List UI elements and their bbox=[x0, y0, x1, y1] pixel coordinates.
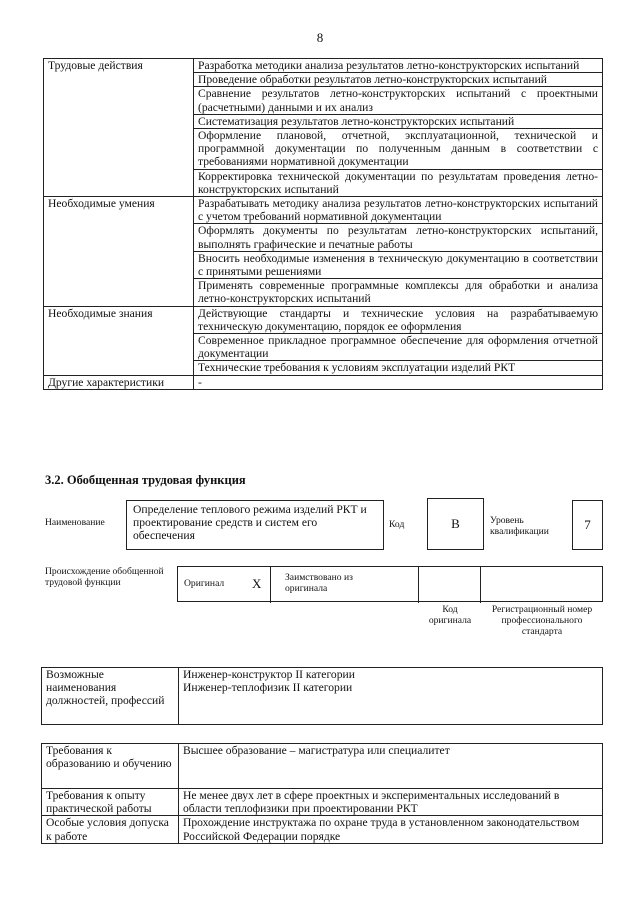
requirements-table bbox=[41, 743, 603, 844]
table-row bbox=[42, 789, 603, 816]
table-cell: Проведение обработки результатов летно-конструкторских испытаний bbox=[194, 73, 603, 87]
table-cell: Прохождение инструктажа по охране труда в установленном законодательством Российской Федерации порядке bbox=[179, 816, 603, 843]
row-header: Требования к опыту практической работы bbox=[42, 789, 179, 816]
table-cell: Разрабатывать методику анализа результатов летно-конструкторских испытаний с учетом требований нормативной документации bbox=[194, 197, 603, 224]
page-number: 8 bbox=[316, 30, 324, 45]
table-cell: Современное прикладное программное обеспечение для оформления отчетной документации bbox=[194, 334, 603, 361]
code-box: В bbox=[427, 498, 484, 550]
origin-label: Происхождение обобщенной трудовой функции bbox=[45, 566, 164, 588]
table-cell: Разработка методики анализа результатов летно-конструкторских испытаний bbox=[194, 59, 603, 73]
table-cell: Применять современные программные комплексы для обработки и анализа летно-конструкторских испытаний bbox=[194, 279, 603, 306]
table-cell: Не менее двух лет в сфере проектных и экспериментальных исследований в области теплофизики при проектировании РКТ bbox=[179, 789, 603, 816]
row-header: Необходимые умения bbox=[44, 197, 194, 307]
qualification-level-label: Уровень квалификации bbox=[490, 515, 549, 537]
code-original-label: Код оригинала bbox=[428, 604, 472, 626]
row-header: Возможные наименования должностей, профессий bbox=[42, 668, 179, 725]
position-item: Инженер-конструктор II категории bbox=[183, 668, 355, 681]
qualification-level-box: 7 bbox=[572, 500, 603, 550]
row-header: Требования к образованию и обучению bbox=[42, 744, 179, 789]
row-header: Трудовые действия bbox=[44, 59, 194, 197]
code-label: Код bbox=[389, 519, 405, 530]
borrowed-label: Заимствовано из оригинала bbox=[285, 572, 353, 594]
table-cell: Вносить необходимые изменения в техническую документацию в соответствии с принятыми решениями bbox=[194, 251, 603, 278]
table-row bbox=[42, 744, 603, 789]
function-name-box: Определение теплового режима изделий РКТ и проектирование средств и систем его обеспечения bbox=[126, 500, 384, 550]
table-row bbox=[44, 375, 603, 389]
row-header: Особые условия допуска к работе bbox=[42, 816, 179, 843]
row-header: Другие характеристики bbox=[44, 375, 194, 389]
labor-actions-table bbox=[43, 58, 603, 390]
table-cell: Высшее образование – магистратура или специалитет bbox=[179, 744, 603, 789]
original-cell bbox=[178, 567, 270, 603]
table-row bbox=[42, 816, 603, 843]
table-cell: Корректировка технической документации по результатам проведения летно-конструкторских испытаний bbox=[194, 169, 603, 196]
original-mark: X bbox=[252, 576, 262, 591]
table-cell: Оформление плановой, отчетной, эксплуатационной, технической и программной документации по полученным данным в соответствии с требованиями нормативной документации bbox=[194, 129, 603, 170]
position-item: Инженер-теплофизик II категории bbox=[183, 681, 353, 695]
borrowed-cell bbox=[270, 567, 418, 603]
table-cell: Действующие стандарты и технические условия на разрабатываемую техническую документацию, порядок ее оформления bbox=[194, 306, 603, 333]
table-row bbox=[42, 668, 603, 725]
table-cell bbox=[179, 668, 603, 725]
section-title: 3.2. Обобщенная трудовая функция bbox=[45, 473, 246, 487]
table-cell: Сравнение результатов летно-конструкторских испытаний с проектными (расчетными) данными и их анализ bbox=[194, 87, 603, 114]
code-original-cell bbox=[418, 567, 480, 603]
table-cell: - bbox=[194, 375, 603, 389]
table-row bbox=[44, 197, 603, 224]
reg-number-label: Регистрационный номер профессионального стандарта bbox=[491, 604, 593, 637]
positions-table bbox=[41, 667, 603, 725]
table-row bbox=[44, 306, 603, 333]
reg-number-cell bbox=[480, 567, 604, 603]
table-cell: Систематизация результатов летно-конструкторских испытаний bbox=[194, 114, 603, 128]
name-label: Наименование bbox=[45, 517, 105, 528]
origin-row bbox=[177, 566, 603, 602]
row-header: Необходимые знания bbox=[44, 306, 194, 375]
table-cell: Оформлять документы по результатам летно-конструкторских испытаний, выполнять графические и печатные работы bbox=[194, 224, 603, 251]
original-label: Оригинал bbox=[184, 578, 225, 589]
table-cell: Технические требования к условиям эксплуатации изделий РКТ bbox=[194, 361, 603, 375]
table-row bbox=[44, 59, 603, 73]
